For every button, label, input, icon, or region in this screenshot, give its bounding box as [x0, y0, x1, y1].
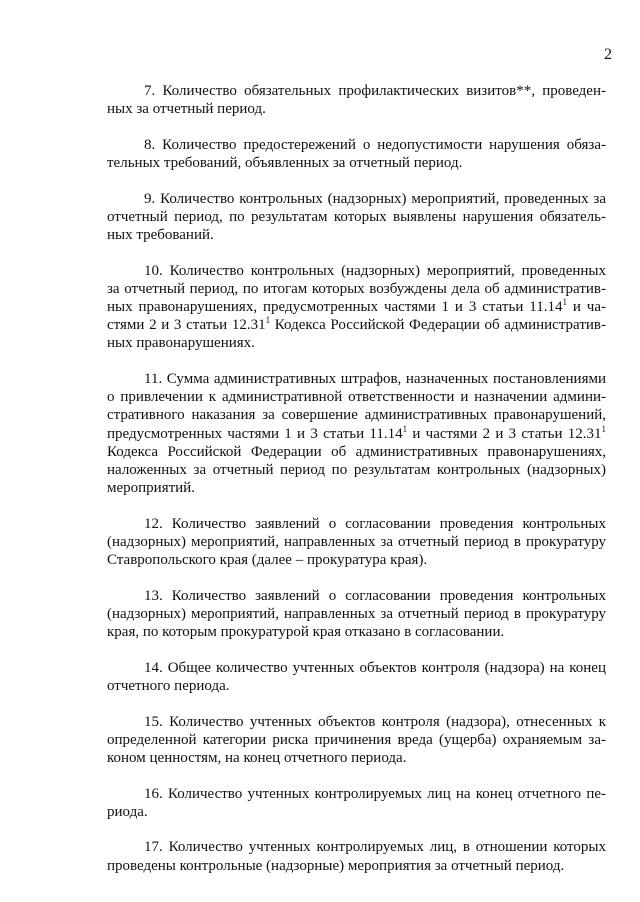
footnote-superscript: 1: [402, 423, 408, 434]
paragraph-item-13: [107, 587, 606, 642]
paragraph-item-9: [107, 190, 606, 245]
paragraph-line: ных требований.: [107, 227, 214, 243]
paragraph-item-11: [107, 370, 606, 497]
paragraph-item-12: [107, 515, 606, 570]
paragraph-line: 12. Количество заявлений о согласовании проведения контрольных: [144, 515, 606, 532]
paragraph-line: стративного наказания за совершение административных правонарушений,: [107, 407, 606, 424]
paragraph-line: отчетный период, по результатам которых выявлены нарушения обязатель-: [107, 208, 606, 225]
paragraph-item-17: [107, 838, 606, 874]
paragraph-line: проведены контрольные (надзорные) мероприятия за отчетный период.: [107, 857, 565, 874]
paragraph-line: 7. Количество обязательных профилактических визитов**, проведен-: [144, 83, 606, 99]
paragraph-line: ных правонарушениях, предусмотренных частями 1 и 3 статьи 11.14$^1$ и ча-: [107, 297, 606, 315]
paragraph-line: тельных требований, объявленных за отчетный период.: [107, 155, 463, 171]
paragraph-line: мероприятий.: [107, 480, 195, 497]
paragraph-line: стями 2 и 3 статьи 12.31$^1$ Кодекса Российской Федерации об административ-: [107, 315, 606, 334]
paragraph-line: за отчетный период, по итогам которых возбуждены дела об административ-: [107, 280, 606, 297]
paragraph-line: 11. Сумма административных штрафов, назначенных постановлениями: [144, 371, 606, 387]
paragraph-line: предусмотренных частями 1 и 3 статьи 11.14$^1$ и частями 2 и 3 статьи 12.31$^1$: [107, 423, 606, 442]
paragraph-line: наложенных за отчетный период по результатам контрольных (надзорных): [107, 462, 606, 479]
paragraph-line: 10. Количество контрольных (надзорных) мероприятий, проведенных: [144, 262, 606, 279]
paragraph-line: определенной категории риска причинения вреда (ущерба) охраняемым за-: [107, 731, 606, 748]
paragraph-line: Кодекса Российской Федерации об административных правонарушениях,: [107, 443, 606, 460]
paragraph-line: коном ценностям, на конец отчетного периода.: [107, 750, 407, 767]
paragraph-line: ных за отчетный период.: [107, 101, 266, 118]
page-number: 2: [604, 46, 612, 63]
paragraph-line: риода.: [107, 803, 148, 820]
paragraph-line: 14. Общее количество учтенных объектов контроля (надзора) на конец: [144, 659, 606, 676]
paragraph-line: 13. Количество заявлений о согласовании проведения контрольных: [144, 587, 606, 604]
paragraph-line: 8. Количество предостережений о недопустимости нарушения обяза-: [144, 136, 606, 153]
paragraph-line: 17. Количество учтенных контролируемых лиц, в отношении которых: [144, 839, 606, 856]
footnote-superscript: 1: [601, 423, 606, 434]
paragraph-line: (надзорных) мероприятий, направленных за отчетный период в прокуратуру: [107, 534, 606, 551]
footnote-superscript: 1: [562, 297, 567, 307]
paragraph-line: 15. Количество учтенных объектов контроля (надзора), отнесенных к: [144, 713, 606, 730]
paragraph-item-10: [107, 262, 606, 353]
paragraph-item-14: [107, 659, 606, 695]
footnote-superscript: 1: [265, 315, 271, 326]
paragraph-item-16: [107, 785, 606, 821]
paragraph-line: о привлечении к административной ответственности и назначении админи-: [107, 389, 606, 406]
document-body: [107, 82, 606, 892]
paragraph-line: ных правонарушениях.: [107, 335, 255, 352]
paragraph-item-7: [107, 82, 606, 118]
paragraph-line: 9. Количество контрольных (надзорных) мероприятий, проведенных за: [144, 190, 606, 207]
paragraph-line: 16. Количество учтенных контролируемых лиц на конец отчетного пе-: [144, 785, 606, 802]
paragraph-line: (надзорных) мероприятий, направленных за отчетный период в прокуратуру: [107, 606, 606, 623]
paragraph-line: отчетного периода.: [107, 678, 230, 695]
paragraph-item-8: [107, 136, 606, 172]
paragraph-line: Ставропольского края (далее – прокуратура края).: [107, 552, 428, 569]
paragraph-line: края, по которым прокуратурой края отказано в согласовании.: [107, 624, 505, 641]
paragraph-item-15: [107, 713, 606, 768]
